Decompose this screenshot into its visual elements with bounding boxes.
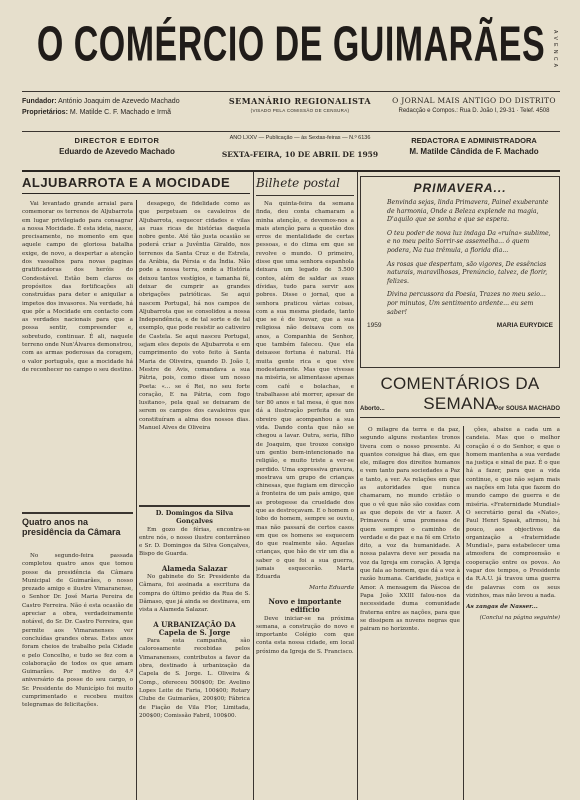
comentarios-col-d xyxy=(360,426,460,798)
brief-title-urbanizacao: A URBANIZAÇÃO DA Capela de S. Jorge xyxy=(153,619,236,637)
poem-stanza: As rosas que despertam, são vigores, De essências naturais, maravilhosas, Prenúncio, talvez, de florir, felizes. xyxy=(387,260,548,285)
article-col-b xyxy=(139,200,250,502)
poem-stanza: Divina percussora da Poesia, Trazes no meu seio... por minutos, Um sentimento ardente... eu sem saber! xyxy=(387,291,546,316)
primavera-poem-box xyxy=(360,176,560,368)
bilhete-postal-text: Na quinta-feira da semana finda, deu conta chamaram a minha atenção, e devemos-nos a mais atenção para a questão dos erros de mentalidade de certas pessoas, e do clima em que se revolve o mundo. O primeiro, disse que uma senhora espanhola deixara um legado de 5.500 contos, além de saldar as suas dívidas, tudo para servir aos pobres. Disse o jornal, que a senhora praticou várias coisas, com a sua mesma piedade, tanto que se é de louvar, que a sua religiosa não deixava com os anos, a Companhia de Senhor, que também faleceu. Que ela deixasse fortuna é natural. Há muita gente rica e que vive modestamente. Mas que vivesse na miséria, se alimentasse apenas com café e bolachas, e trabalhasse até morrer, apesar de ter 80 anos e tal mesa, é que nos dá a ilustração perfeita de um obreiro que acompanhou a sua vida. Dando conta que não se chegou a lavar. Outra, seria, filho de Joaquim, que trouxe consigo um gentio bem-intencionado na religião, e muito triste a ver-se perdido. Uma expressiva gravura, mostrava um grupo de crianças chinesas, que fugiam em direcção à fronteira de um país amigo, que as protegesse da crueldade dos que as destroçavam. E o homem o lobo do homem, sempre se ouviu, mas não passará de certos casos em que os homens se esquecem do que realmente são. Aquelas crianças, que hão de vir um dia a saber o que foi a sua guerra, jamais esquecerão. Marta Eduarda xyxy=(256,201,354,581)
semanario-label: SEMANÁRIO REGIONALISTA xyxy=(228,96,372,106)
director-block xyxy=(22,132,212,170)
oldest-label: O JORNAL MAIS ANTIGO DO DISTRITO xyxy=(392,96,556,105)
admin-block xyxy=(388,132,560,170)
brief-title-bishop: D. Domingos da Silva Gonçalves xyxy=(155,509,234,526)
article-text-a: Vai levantado grande arraial para comemorar os terrenos de Aljubarrota em lugar privilegiado para consagrar a nossa Mocidade. É esta ideia, nasce, precisamente, no momento em que aquele campo de gloriosa batalha exige, de novo, a despertar a atenção dos vassalhos para novas paginas gratificadoras dos heróis do Condestável. Estão bem claros os propósitos das fortificações ali construídas para deter e aniquilar a impetos dos invasores. Na verdade, há que pôr a Mocidade em contacto com as verdades nacionais para que a possa sentir, compreender e, sobretudo, continuar. É ali, naquele terreno onde Nun'Álvares demonstrou, com as armas poderosas da coragem, o valor português, que a mocidade há de reconhecer no campo o seu destino. xyxy=(22,201,133,373)
presidency-headline: Quatro anos na presidência da Câmara xyxy=(22,517,121,537)
edificio-text: Deve iniciar-se na próxima semana, a construção do novo e importante Colégio com que conta esta nossa cidade, em local próximo da Igreja de S. Francisco. xyxy=(256,615,354,655)
owners-name: M. Matilde C. F. Machado e Irmã xyxy=(69,109,172,116)
comentarios-byline xyxy=(360,406,560,412)
headline: ALJUBARROTA E A MOCIDADE xyxy=(22,172,250,194)
brief-text-urbanizacao: Para esta campanha, são calorosamente recebidas pelos Vimaranenses, contributos a favor da obra, destinado à urbanização da Capela de S. Jorge. L. Oliveira & Comp., ofereceu 500$00; Dr. Avelino Lopes Leite de Faria, 100$00; Rotary Clube de Guimarães, 200$00; Fábrica de Fiação de Vila Flor, Limitada, 200$00; Comissão Fabril, 100$00. xyxy=(139,638,250,719)
page-body xyxy=(22,172,560,800)
edificio-headline: Novo e importante edifício xyxy=(268,596,342,615)
masthead-title: O COMÉRCIO DE GUIMARÃES xyxy=(36,17,546,73)
poem-body xyxy=(387,199,553,317)
semanario-block xyxy=(212,92,388,131)
article-col-a xyxy=(22,200,133,510)
admin-name: M. Matilde Cândida de F. Machado xyxy=(409,147,539,156)
section-divider-b xyxy=(139,505,250,507)
masthead xyxy=(22,0,560,92)
issue-label: ANO LXXV — Publicação — às Sextas-feiras — N.º 6136 xyxy=(229,135,371,141)
brief-text-alameda: No gabinete do Sr. Presidente da Câmara, foi assinada a escritura da compra do último prédio da Rua de S. Dâmaso, que já ainda se destinava, em vista a Alameda Salazar. xyxy=(139,574,250,614)
column-rule-4 xyxy=(463,426,464,800)
comentarios-text-e: ções, abaixe a cada um a candeia. Mas que o melhor coração é o do Senhor, e que o homem mantenha a sua verdade na justiça e sinal de paz. É o que há a fazer, para que a vida continue, e que não sejam mais as nações em luta que fazem do mundo campo de guerra e de miséria. «Fraternidade Mundial» O secretário geral da «Nato», Paul Henri Spaak, afirmou, há pouco, aos objectivos da organização a «fraternidade Mundial», para estabelecer uma atmosfera de compreensão e cooperação entre os povos. Ao vagar dos tempos, o Presidente da R.A.U. já travou uma guerra de palavras com os seus vizinhos, mas não levou a nada. xyxy=(466,427,560,599)
people-row xyxy=(22,132,560,172)
poem-author: MARIA EURYDICE xyxy=(496,322,553,330)
poem-footer xyxy=(367,322,553,329)
column-rule-3 xyxy=(357,172,358,800)
censure-label: (VISADO PELA COMISSÃO DE CENSURA) xyxy=(250,108,350,113)
bilhete-postal-column xyxy=(256,200,354,796)
presidency-column xyxy=(22,552,133,800)
section-divider-a xyxy=(22,512,133,514)
poem-year: 1959 xyxy=(367,322,382,330)
poem-stanza: Benvinda sejas, linda Primavera, Painel exuberante de harmonia, Onde a Beleza explende na magia, D'aquilo que se sonha e que se espera. xyxy=(387,199,549,224)
column-rule-1 xyxy=(136,200,137,800)
presidency-text: No segundo-feira passada completou quatro anos que tomou posse da presidência da Câmara Municipal de Guimarães, o nosso prezado amigo e ilustre Vimaranense, o Senhor Dr. José Maria Pereira de Castro Ferreira. Não é esta ocasião de apreciar a obra, verdadeiramente notável, do Sr. Dr. Castro Ferreira, que permite aos Vimaranenses ver concluídas grandes obras. Estes anos foram cheios de trabalho pela Cidade e pelo Concelho, e tudo se fez com a colaboração de todos os que amam Guimarães. Por motivo do 4.º aniversário da posse do seu cargo, o Sr. Presidente do Município foi muito cumprimentado e recebeu muitos telegramas de felicitações. xyxy=(22,553,133,709)
info-row xyxy=(22,92,560,132)
column-rule-2 xyxy=(253,172,254,800)
side-mark: A V E N C A xyxy=(552,30,558,68)
zangas-headline: As zangas de Nasser... xyxy=(466,604,538,611)
founders-block xyxy=(22,92,212,131)
brief-title-alameda: Alameda Salazar xyxy=(161,563,228,573)
primavera-title: PRIMAVERA... xyxy=(413,181,507,195)
issue-date: SEXTA-FEIRA, 10 DE ABRIL DE 1959 xyxy=(221,150,379,159)
comentarios-text-d: O milagre da terra e da paz, segundo alguns restantes tronos tivera com o nosso presente. Ai quantos consigue há dias, em que ele, milagre dos direitos humanos e vem tanto para sociedades a Paz e tanto, a ver. As relações em que as autoridades que nunca chamaram, no mundo cristão o que o vê que não são cosidas com as que depois de vir a fazer. A Primavera é uma promessa de quem sempre o caminho de verdade e de paz e na fé em Cristo dito, a voz da humanidade. A nossa palavra deve ser pesada na voz da Igreja em coração. A Igreja que fala ao homem, que dá a voz à razão humana. Caridade, justiça e Amor. A mensagem da Páscoa de Papa João XXIII falou-nos da necessidade duma comunidade fraterna entre as nações, para que se dissipem as nuvens negras que pairam no horizonte. xyxy=(360,427,460,633)
director-name: Eduardo de Azevedo Machado xyxy=(59,147,175,156)
comentarios-author: Por SOUSA MACHADO xyxy=(494,406,560,412)
comentarios-topic: Aborto... xyxy=(360,406,385,412)
article-text-b: desapego, de fidelidade como as que perpetuam os cavaleiros de Aljubarrota, esquecer cidades e vilas as ruas ricas de histórias daquela nobre gente. Até tão justa ocasião se poderá criar a Juvêntia Giraldo, nos terrenos da Santa Cruz e de Estrela, da Arábia, da Pérsia e da Índia. Não pode a nossa terra, onde a História deixou tantos vestígios, e tamanha fé, deixar de cumprir as grandes obrigações patrióticas. Se aqui nascem Portugal, há nos campos de Aljubarrota que se consolidou a nossa Independência, e de tal sorte e de tal exemplo, que pode resistir ao cativeiro de Castela. Se aqui nasceu Portugal, sejam eles depois de Aljubarrota e em cumprimento do voto feito à Santa Maria de Oliveira, quando D. João I, Mestre de Avis, comandava a sua Pátria, pois, como disse um nosso Poeta: «... se é Rei, no seu forte coração, E na Pátria, com fogo lusitano», pela qual se deixaram de serem os campos dos cavaleiros que constituíram a alma dos nossos dias. Manuel Alves de Oliveira xyxy=(139,201,250,432)
comentarios-col-e xyxy=(466,426,560,798)
bilhete-postal-title: Bilhete postal xyxy=(256,176,354,196)
bilhete-author: Marta Eduarda xyxy=(309,584,354,591)
oldest-block xyxy=(388,92,560,131)
brief-text-bishop: Em gozo de férias, encontra-se entre nós, o nosso ilustre conterrâneo e Sr. D. Domingos da Silva Gonçalves, Bispo de Guarda. xyxy=(139,526,250,558)
continued-note: (Conclui na página seguinte) xyxy=(479,614,560,621)
founder-name: António Joaquim de Azevedo Machado xyxy=(58,98,180,105)
admin-role: REDACTORA E ADMINISTRADORA xyxy=(411,136,537,145)
director-role: DIRECTOR E EDITOR xyxy=(74,136,160,145)
owners-label: Proprietários: xyxy=(22,109,68,116)
news-briefs xyxy=(139,509,250,799)
poem-stanza: O teu poder de nova luz indaga Da «ruína» sublime, e no meu peito Sorrir-se assemelha... ó quem podera, Na tua trêmula, a florida dia... xyxy=(387,229,551,254)
redacao-label: Redacção e Compos.: Rua D. João I, 29-31 · Telef. 4508 xyxy=(398,108,550,114)
founder-label: Fundador: xyxy=(22,98,57,105)
issue-block xyxy=(212,132,388,170)
comentarios-title: COMENTÁRIOS DA SEMANA xyxy=(360,374,560,418)
